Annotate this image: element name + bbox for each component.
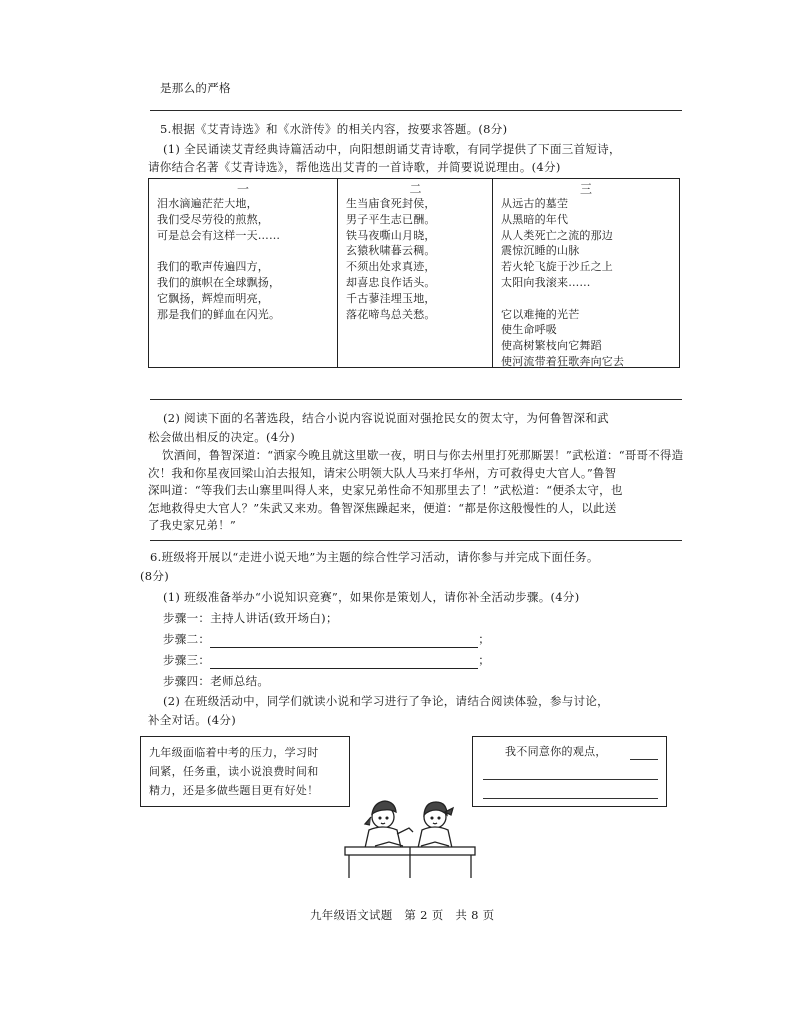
step-2-answer-blank[interactable] — [210, 633, 478, 648]
speech-line: 间紧，任务重，读小说浪费时间和 — [149, 765, 319, 778]
poem-line: 不须出处求真迹， — [346, 260, 436, 274]
step-1: 步骤一：主持人讲话(致开场白)； — [163, 611, 338, 625]
poem-line: 我们的旗帜在全球飘扬， — [157, 275, 281, 289]
q6-title-line1: 6.班级将开展以“走进小说天地”为主题的综合性学习活动，请你参与并完成下面任务。 — [150, 550, 599, 564]
page-footer: 九年级语文试题 第 2 页 共 8 页 — [310, 908, 495, 922]
reply-blank-1[interactable] — [630, 759, 658, 760]
answer-rule — [150, 540, 682, 541]
q5-title: 5.根据《艾青诗选》和《水浒传》的相关内容，按要求答题。(8分) — [160, 122, 508, 136]
poem-line: 若火轮飞旋于沙丘之上 — [501, 260, 613, 274]
q5-part2-intro2: 松会做出相反的决定。(4分) — [148, 430, 295, 444]
poem-line: 玄猿秋啸暮云稠。 — [346, 244, 436, 258]
passage-line: 怎地救得史大官人？”朱武又来劝。鲁智深焦躁起来，便道：“都是你这般慢性的人，以此送 — [148, 500, 617, 515]
poem-text — [346, 196, 436, 322]
poem-line: 却喜忠良作话头。 — [346, 275, 436, 289]
q6-part1-intro: (1) 班级准备举办“小说知识竞赛”，如果你是策划人，请你补全活动步骤。(4分) — [163, 590, 580, 604]
speech-line: 精力，还是多做些题目更有好处！ — [149, 784, 319, 797]
poem-line: 我们的歌声传遍四方， — [157, 260, 269, 274]
passage-line: 次！我和你星夜回梁山泊去报知，请宋公明领大队人马来打华州，方可救得史大官人。”鲁智 — [148, 465, 617, 480]
passage-line: 饮酒间，鲁智深道：“洒家今晚且就这里歇一夜，明日与你去州里打死那厮罢！”武松道：“哥哥不得造 — [162, 448, 684, 462]
poem-line: 生当庙食死封侯， — [346, 197, 436, 210]
answer-rule — [150, 399, 682, 400]
carryover-text: 是那么的严格 — [160, 81, 231, 95]
speech-box-left — [140, 736, 350, 807]
answer-rule — [150, 110, 682, 111]
poem-line: 我们受尽劳役的煎熬， — [157, 212, 269, 226]
excerpt-passage — [148, 447, 693, 535]
reply-blank-2[interactable] — [483, 779, 658, 780]
poem-number: 二 — [409, 182, 422, 196]
q6-part2-line2: 补全对话。(4分) — [148, 713, 236, 727]
reply-blank-3[interactable] — [483, 798, 658, 799]
speech-line: 九年级面临着中考的压力，学习时 — [149, 746, 319, 759]
poem-text — [157, 196, 280, 322]
poem-line: 使河流带着狂歌奔向它去 — [501, 354, 625, 368]
poem-line: 男子平生志已酬。 — [346, 212, 436, 226]
poem-line: 落花啼鸟总关愁。 — [346, 307, 436, 321]
step-3-punct: ； — [478, 653, 491, 667]
students-illustration — [335, 790, 485, 880]
poem-line: 使生命呼吸 — [501, 323, 557, 337]
poem-line: 震惊沉睡的山脉 — [501, 244, 580, 258]
poem-line: 使高树繁枝向它舞蹈 — [501, 339, 602, 353]
q5-part1-line1: (1) 全民诵读艾青经典诗篇活动中，向阳想朗诵艾青诗歌，有同学提供了下面三首短诗， — [163, 142, 621, 156]
step-2 — [163, 631, 490, 648]
step-3-label: 步骤三： — [163, 653, 211, 667]
poem-column-3 — [492, 179, 679, 367]
q6-title-line2: (8分) — [140, 569, 169, 583]
poem-line: 铁马夜嘶山月晓， — [346, 228, 436, 242]
poem-table — [148, 178, 680, 368]
poem-line: 从远古的墓茔 — [501, 197, 569, 210]
poem-column-2 — [337, 179, 493, 367]
speech-text — [149, 743, 319, 800]
passage-line: 了我史家兄弟！” — [148, 518, 236, 532]
poem-line: 从人类死亡之流的那边 — [501, 228, 613, 242]
q6-part2-line1: (2) 在班级活动中，同学们就读小说和学习进行了争论，请结合阅读体验，参与讨论， — [163, 694, 609, 708]
step-2-punct: ； — [478, 632, 491, 646]
passage-line: 深叫道：“等我们去山寨里叫得人来，史家兄弟性命不知那里去了！”武松道：“便杀太守，也 — [148, 483, 623, 497]
poem-line: 它飘扬，辉煌而明亮， — [157, 291, 269, 305]
stanza-gap — [501, 291, 624, 307]
stanza-gap — [157, 243, 280, 259]
q5-part2-intro1: (2) 阅读下面的名著选段，结合小说内容说说面对强抢民女的贺太守，为何鲁智深和武 — [163, 411, 609, 425]
poem-column-1 — [149, 179, 337, 367]
poem-line: 它以难掩的光芒 — [501, 307, 580, 321]
step-2-label: 步骤二： — [163, 632, 211, 646]
poem-line: 太阳向我滚来…… — [501, 275, 591, 289]
poem-text — [501, 196, 624, 370]
poem-number: 一 — [236, 182, 249, 196]
poem-line: 那是我们的鲜血在闪光。 — [157, 307, 281, 321]
poem-number: 三 — [579, 182, 592, 196]
reply-prompt: 我不同意你的观点， — [505, 745, 607, 758]
poem-line: 可是总会有这样一天…… — [157, 228, 281, 242]
step-3-answer-blank[interactable] — [210, 654, 478, 669]
poem-line: 千古蓼洼埋玉地， — [346, 291, 436, 305]
step-3 — [163, 652, 490, 669]
poem-line: 泪水滴遍茫茫大地， — [157, 197, 258, 210]
speech-box-right — [472, 736, 667, 807]
poem-line: 从黑暗的年代 — [501, 212, 569, 226]
step-4: 步骤四：老师总结。 — [163, 674, 270, 688]
q5-part1-line2: 请你结合名著《艾青诗选》，帮他选出艾青的一首诗歌，并简要说说理由。(4分) — [148, 160, 561, 174]
